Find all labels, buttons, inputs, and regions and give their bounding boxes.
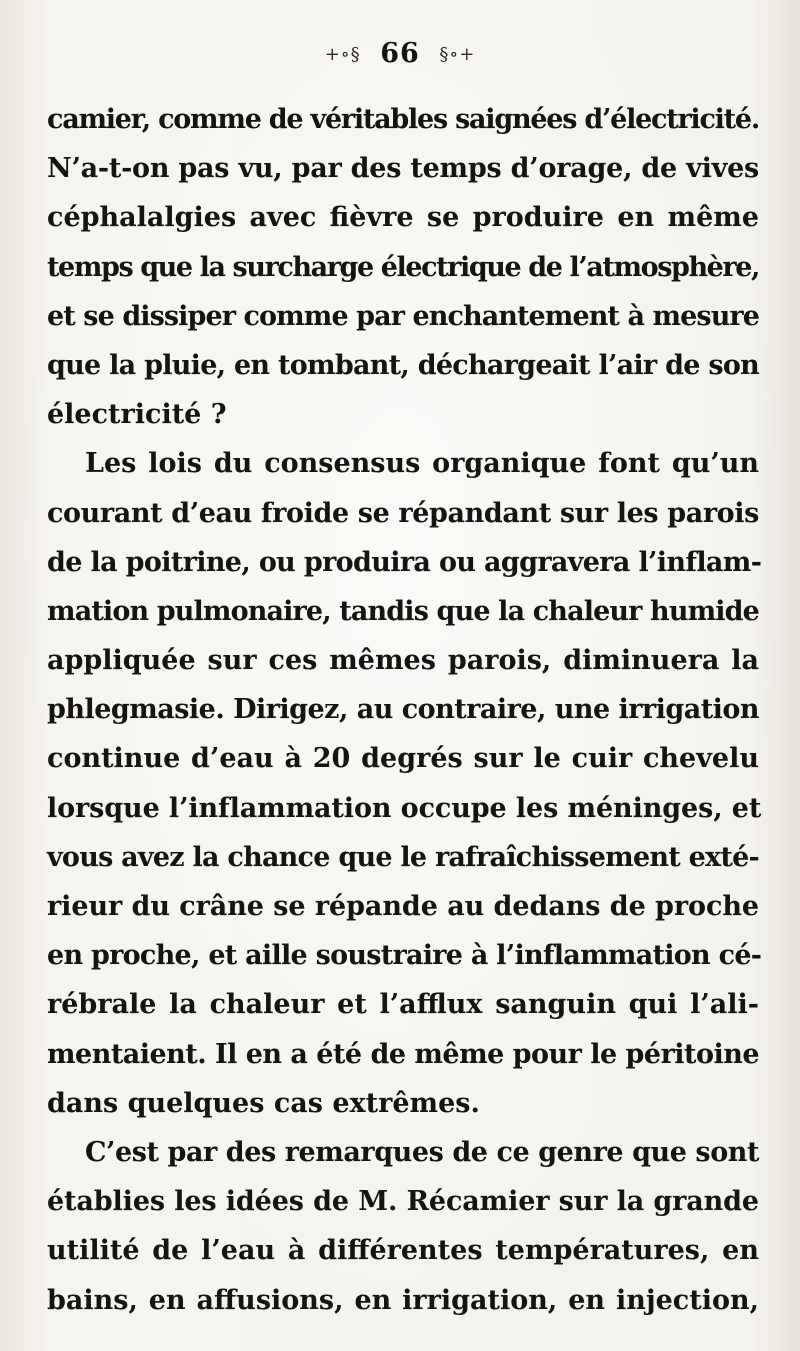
text-line: utilité de l’eau à différentes températures, en <box>47 1235 759 1267</box>
page-number: 66 <box>380 38 420 69</box>
header-ornament-right: §∘+ <box>439 44 476 65</box>
header-ornament-left: +∘§ <box>324 44 361 65</box>
text-line: dans quelques cas extrêmes. <box>47 1087 480 1119</box>
text-line: courant d’eau froide se répandant sur les parois <box>47 497 759 529</box>
text-line: mation pulmonaire, tandis que la chaleur humide <box>47 595 759 627</box>
body-text <box>47 95 762 1325</box>
text-line: céphalalgies avec fièvre se produire en même <box>47 202 759 234</box>
text-line: rieur du crâne se répande au dedans de proche <box>47 891 759 922</box>
text-line: que la pluie, en tombant, déchargeait l’air de son <box>47 349 759 381</box>
text-line: appliquée sur ces mêmes parois, diminuera la <box>47 645 759 677</box>
text-line: Les lois du consensus organique font qu’un <box>85 448 759 480</box>
text-line: électricité ? <box>47 399 227 431</box>
page-header <box>0 38 800 69</box>
text-line: camier, comme de véritables saignées d’électricité. <box>47 104 759 135</box>
text-line: phlegmasie. Dirigez, au contraire, une irrigation <box>47 694 759 726</box>
text-line: temps que la surcharge électrique de l’atmosphère, <box>47 251 759 283</box>
text-line: établies les idées de M. Récamier sur la grande <box>47 1186 759 1218</box>
text-line: en proche, et aille soustraire à l’inflammation cé- <box>47 940 762 972</box>
text-line: N’a-t-on pas vu, par des temps d’orage, de vives <box>47 153 759 185</box>
text-line: lorsque l’inflammation occupe les méninges, et <box>47 792 762 824</box>
text-line: mentaient. Il en a été de même pour le péritoine <box>47 1038 759 1070</box>
text-line: C’est par des remarques de ce genre que sont <box>85 1136 760 1168</box>
text-line: vous avez la chance que le rafraîchissement exté- <box>47 841 759 873</box>
text-line: continue d’eau à 20 degrés sur le cuir chevelu <box>47 743 759 775</box>
text-line: rébrale la chaleur et l’afflux sanguin qui l’ali- <box>47 989 759 1021</box>
text-line: et se dissiper comme par enchantement à mesure <box>47 300 759 332</box>
text-line: bains, en affusions, en irrigation, en injection, <box>47 1284 759 1316</box>
text-line: de la poitrine, ou produira ou aggravera l’inflam- <box>47 546 762 578</box>
